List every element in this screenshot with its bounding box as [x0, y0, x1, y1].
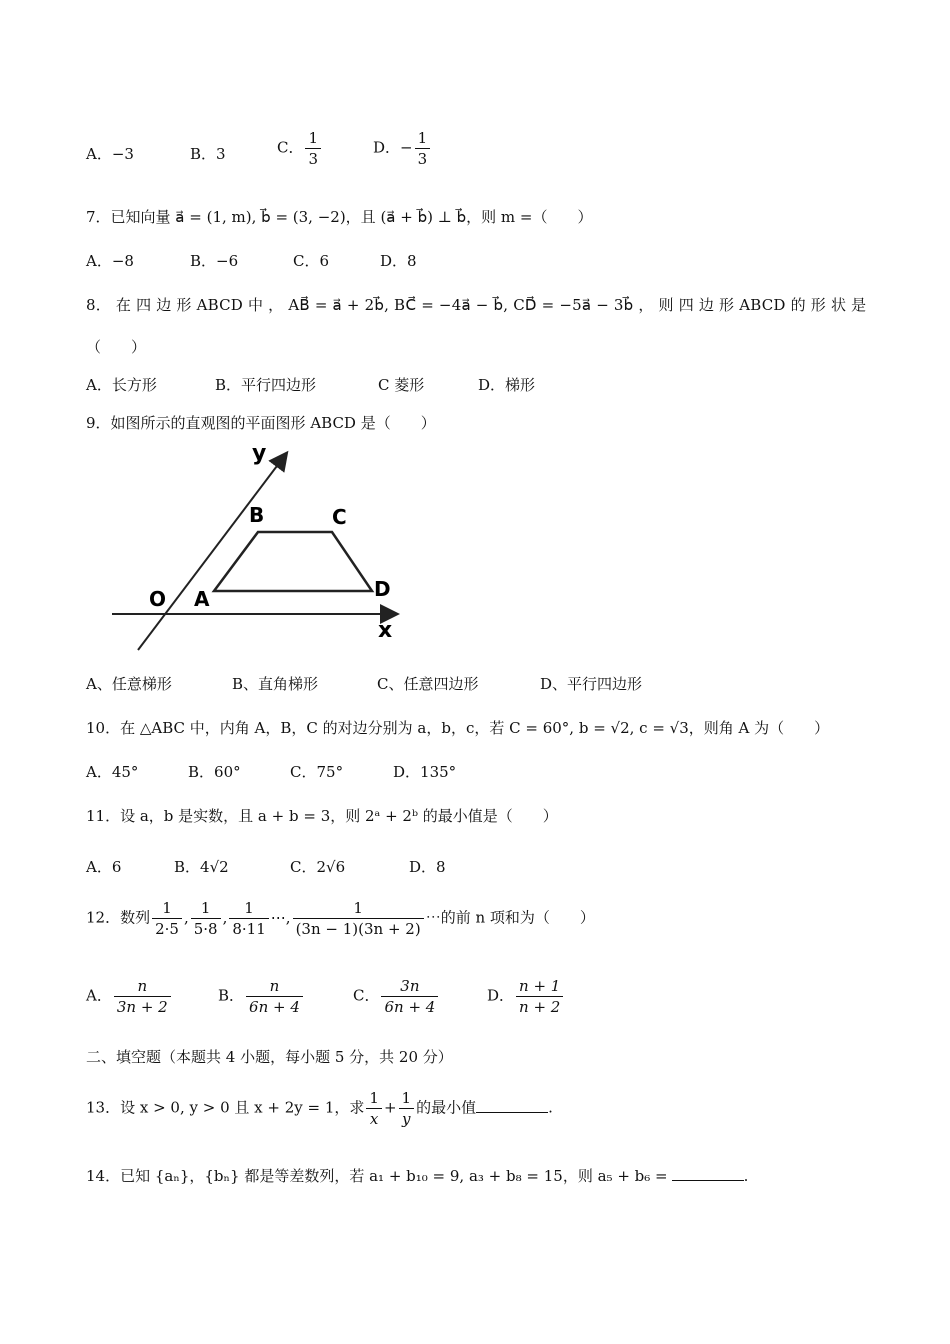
q6-option-d: D．− $\frac{1}{3}$: [373, 128, 432, 169]
label-a: A: [194, 587, 210, 611]
fraction: $\frac{1}{(3n - 1)(3n + 2)}$: [293, 898, 424, 939]
fraction: $\frac{1}{8\cdot 11}$: [229, 898, 268, 939]
fraction: $\frac{n}{6n + 4}$: [246, 976, 303, 1017]
q10-option-a: A．45°: [86, 763, 139, 781]
q8-option-d: D．梯形: [478, 376, 536, 394]
q14-stem: 14．已知 {aₙ}，{bₙ} 都是等差数列，若 a₁ + b₁₀ = 9, a₃ + b₈ = 15，则 a₅ + b₆ = .: [86, 1167, 749, 1185]
q8-stem-continued: （ ）: [86, 338, 147, 356]
section-title: 二、填空题（本题共 4 小题，每小题 5 分，共 20 分）: [86, 1048, 453, 1066]
q9-option-a: A、任意梯形: [86, 675, 172, 693]
q7-option-c: C．6: [293, 252, 330, 270]
quadrilateral-abcd: [214, 532, 372, 591]
q7-stem: 7．已知向量 a⃗ = (1, m), b⃗ = (3, −2)，且 (a⃗ + b⃗) ⊥ b⃗，则 m =（ ）: [86, 208, 593, 226]
q12-option-c: C． $\frac{3n}{6n + 4}$: [353, 976, 440, 1017]
q8-stem: 8． 在 四 边 形 ABCD 中 ， AB⃗ = a⃗ + 2b⃗, BC⃗ = −4a⃗ − b⃗, CD⃗ = −5a⃗ − 3b⃗ ， 则 四 边 形 ABCD 的 形 状 是: [86, 296, 867, 314]
fraction: $\frac{3n}{6n + 4}$: [381, 976, 438, 1017]
q8-option-c: C 菱形: [378, 376, 425, 394]
q10-option-d: D．135°: [393, 763, 457, 781]
q8-option-a: A．长方形: [86, 376, 157, 394]
q10-option-b: B．60°: [188, 763, 241, 781]
q12-option-a: A． $\frac{n}{3n + 2}$: [86, 976, 173, 1017]
fraction: $\frac{1}{3}$: [415, 128, 431, 169]
q12-stem: 12．数列 $\frac{1}{2\cdot 5}$ , $\frac{1}{5\cdot 8}$ , $\frac{1}{8\cdot 11}$ ⋯, $\frac{1}{(3n - 1)(3n + 2)}$ ⋯的前 n 项和为（ ）: [86, 899, 595, 938]
q7-option-b: B．−6: [190, 252, 239, 270]
q7-option-d: D．8: [380, 252, 417, 270]
q6-option-a: A．−3: [86, 145, 134, 163]
q11-option-d: D．8: [409, 858, 446, 876]
label-o: O: [149, 587, 167, 611]
label-x: x: [378, 618, 393, 643]
q11-stem: 11．设 a，b 是实数，且 a + b = 3，则 2ᵃ + 2ᵇ 的最小值是（ ）: [86, 807, 558, 825]
answer-blank[interactable]: [672, 1166, 744, 1181]
fraction: $\frac{1}{x}$: [366, 1088, 382, 1129]
y-axis: [138, 454, 286, 650]
fraction: $\frac{1}{2\cdot 5}$: [152, 898, 182, 939]
q10-option-c: C．75°: [290, 763, 344, 781]
q11-option-b: B．4√2: [174, 858, 229, 876]
q9-option-b: B、直角梯形: [232, 675, 319, 693]
q9-option-c: C、任意四边形: [377, 675, 479, 693]
label-b: B: [249, 503, 265, 527]
q6-option-c: C． $\frac{1}{3}$: [277, 128, 323, 169]
label-d: D: [374, 577, 391, 601]
q8-option-b: B．平行四边形: [215, 376, 317, 394]
fraction: $\frac{n}{3n + 2}$: [114, 976, 171, 1017]
q9-stem: 9．如图所示的直观图的平面图形 ABCD 是（ ）: [86, 414, 436, 432]
q7-option-a: A．−8: [86, 252, 134, 270]
q12-option-d: D． $\frac{n + 1}{n + 2}$: [487, 976, 565, 1017]
label-y: y: [252, 441, 267, 466]
q12-option-b: B． $\frac{n}{6n + 4}$: [218, 976, 305, 1017]
q11-option-c: C．2√6: [290, 858, 346, 876]
fraction: $\frac{1}{y}$: [399, 1088, 415, 1129]
label-c: C: [332, 505, 347, 529]
fraction: $\frac{1}{3}$: [305, 128, 321, 169]
fraction: $\frac{1}{5\cdot 8}$: [191, 898, 221, 939]
answer-blank[interactable]: [476, 1098, 548, 1113]
q10-stem: 10．在 △ABC 中，内角 A，B，C 的对边分别为 a，b，c，若 C = 60°, b = √2, c = √3，则角 A 为（ ）: [86, 719, 830, 737]
q6-option-b: B．3: [190, 145, 226, 163]
q13-stem: 13．设 x > 0, y > 0 且 x + 2y = 1，求 $\frac{1}{x}$ + $\frac{1}{y}$ 的最小值 .: [86, 1089, 553, 1128]
q9-option-d: D、平行四边形: [540, 675, 643, 693]
q11-option-a: A．6: [86, 858, 122, 876]
q9-figure: [110, 440, 410, 655]
fraction: $\frac{n + 1}{n + 2}$: [516, 976, 563, 1017]
